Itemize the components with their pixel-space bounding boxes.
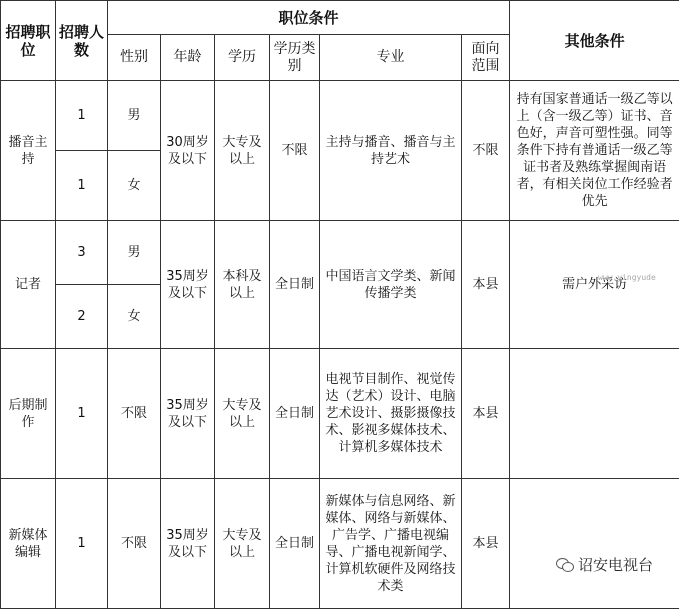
cell-edu-type-newmedia: 全日制 — [270, 479, 320, 609]
cell-gender-reporter-m: 男 — [108, 221, 161, 285]
header-conditions: 职位条件 — [108, 1, 510, 35]
cell-position-host: 播音主持 — [1, 81, 56, 221]
cell-other-reporter: 需户外采访 — [510, 221, 679, 349]
cell-scope-post: 本县 — [462, 349, 510, 479]
cell-gender-host-f: 女 — [108, 151, 161, 221]
cell-education-host: 大专及以上 — [215, 81, 270, 221]
watermark — [550, 552, 659, 577]
cell-scope-reporter: 本县 — [462, 221, 510, 349]
header-scope: 面向范围 — [462, 35, 510, 81]
cell-gender-post: 不限 — [108, 349, 161, 479]
cell-major-post: 电视节目制作、视觉传达（艺术）设计、电脑艺术设计、摄影摄像技术、影视多媒体技术、计算机多媒体技术 — [320, 349, 462, 479]
header-gender: 性别 — [108, 35, 161, 81]
header-major: 专业 — [320, 35, 462, 81]
cell-edu-type-reporter: 全日制 — [270, 221, 320, 349]
header-count: 招聘人数 — [56, 1, 108, 81]
cell-count-reporter-f: 2 — [56, 285, 108, 349]
cell-position-newmedia: 新媒体编辑 — [1, 479, 56, 609]
cell-gender-host-m: 男 — [108, 81, 161, 151]
cell-count-newmedia: 1 — [56, 479, 108, 609]
cell-education-post: 大专及以上 — [215, 349, 270, 479]
cell-education-reporter: 本科及以上 — [215, 221, 270, 349]
cell-other-post — [510, 349, 679, 479]
cell-gender-reporter-f: 女 — [108, 285, 161, 349]
cell-major-newmedia: 新媒体与信息网络、新媒体、网络与新媒体、广告学、广播电视编导、广播电视新闻学、计算机软硬件及网络技术类 — [320, 479, 462, 609]
cell-major-reporter: 中国语言文学类、新闻传播学类 — [320, 221, 462, 349]
cell-count-host-m: 1 — [56, 81, 108, 151]
cell-count-post: 1 — [56, 349, 108, 479]
cell-education-newmedia: 大专及以上 — [215, 479, 270, 609]
header-other: 其他条件 — [510, 1, 679, 81]
header-education: 学历 — [215, 35, 270, 81]
cell-gender-newmedia: 不限 — [108, 479, 161, 609]
cell-age-post: 35周岁及以下 — [161, 349, 215, 479]
header-age: 年龄 — [161, 35, 215, 81]
wechat-icon — [556, 558, 574, 572]
cell-scope-host: 不限 — [462, 81, 510, 221]
cell-other-host: 持有国家普通话一级乙等以上（含一级乙等）证书、音色好，声音可塑性强。同等条件下持有普通话一级乙等证书者及熟练掌握闽南语者，有相关岗位工作经验者优先 — [510, 81, 679, 221]
header-edu-type: 学历类别 — [270, 35, 320, 81]
cell-count-reporter-m: 3 — [56, 221, 108, 285]
cell-edu-type-post: 全日制 — [270, 349, 320, 479]
watermark-text: 诏安电视台 — [577, 556, 653, 574]
cell-position-reporter: 记者 — [1, 221, 56, 349]
cell-edu-type-host: 不限 — [270, 81, 320, 221]
cell-age-reporter: 35周岁及以下 — [161, 221, 215, 349]
cell-major-host: 主持与播音、播音与主持艺术 — [320, 81, 462, 221]
cell-scope-newmedia: 本县 — [462, 479, 510, 609]
cell-other-newmedia — [510, 479, 679, 609]
cell-age-host: 30周岁及以下 — [161, 81, 215, 221]
watermark-url: www.yingyude — [598, 273, 656, 282]
cell-age-newmedia: 35周岁及以下 — [161, 479, 215, 609]
header-position: 招聘职位 — [1, 1, 56, 81]
cell-position-post: 后期制作 — [1, 349, 56, 479]
cell-count-host-f: 1 — [56, 151, 108, 221]
